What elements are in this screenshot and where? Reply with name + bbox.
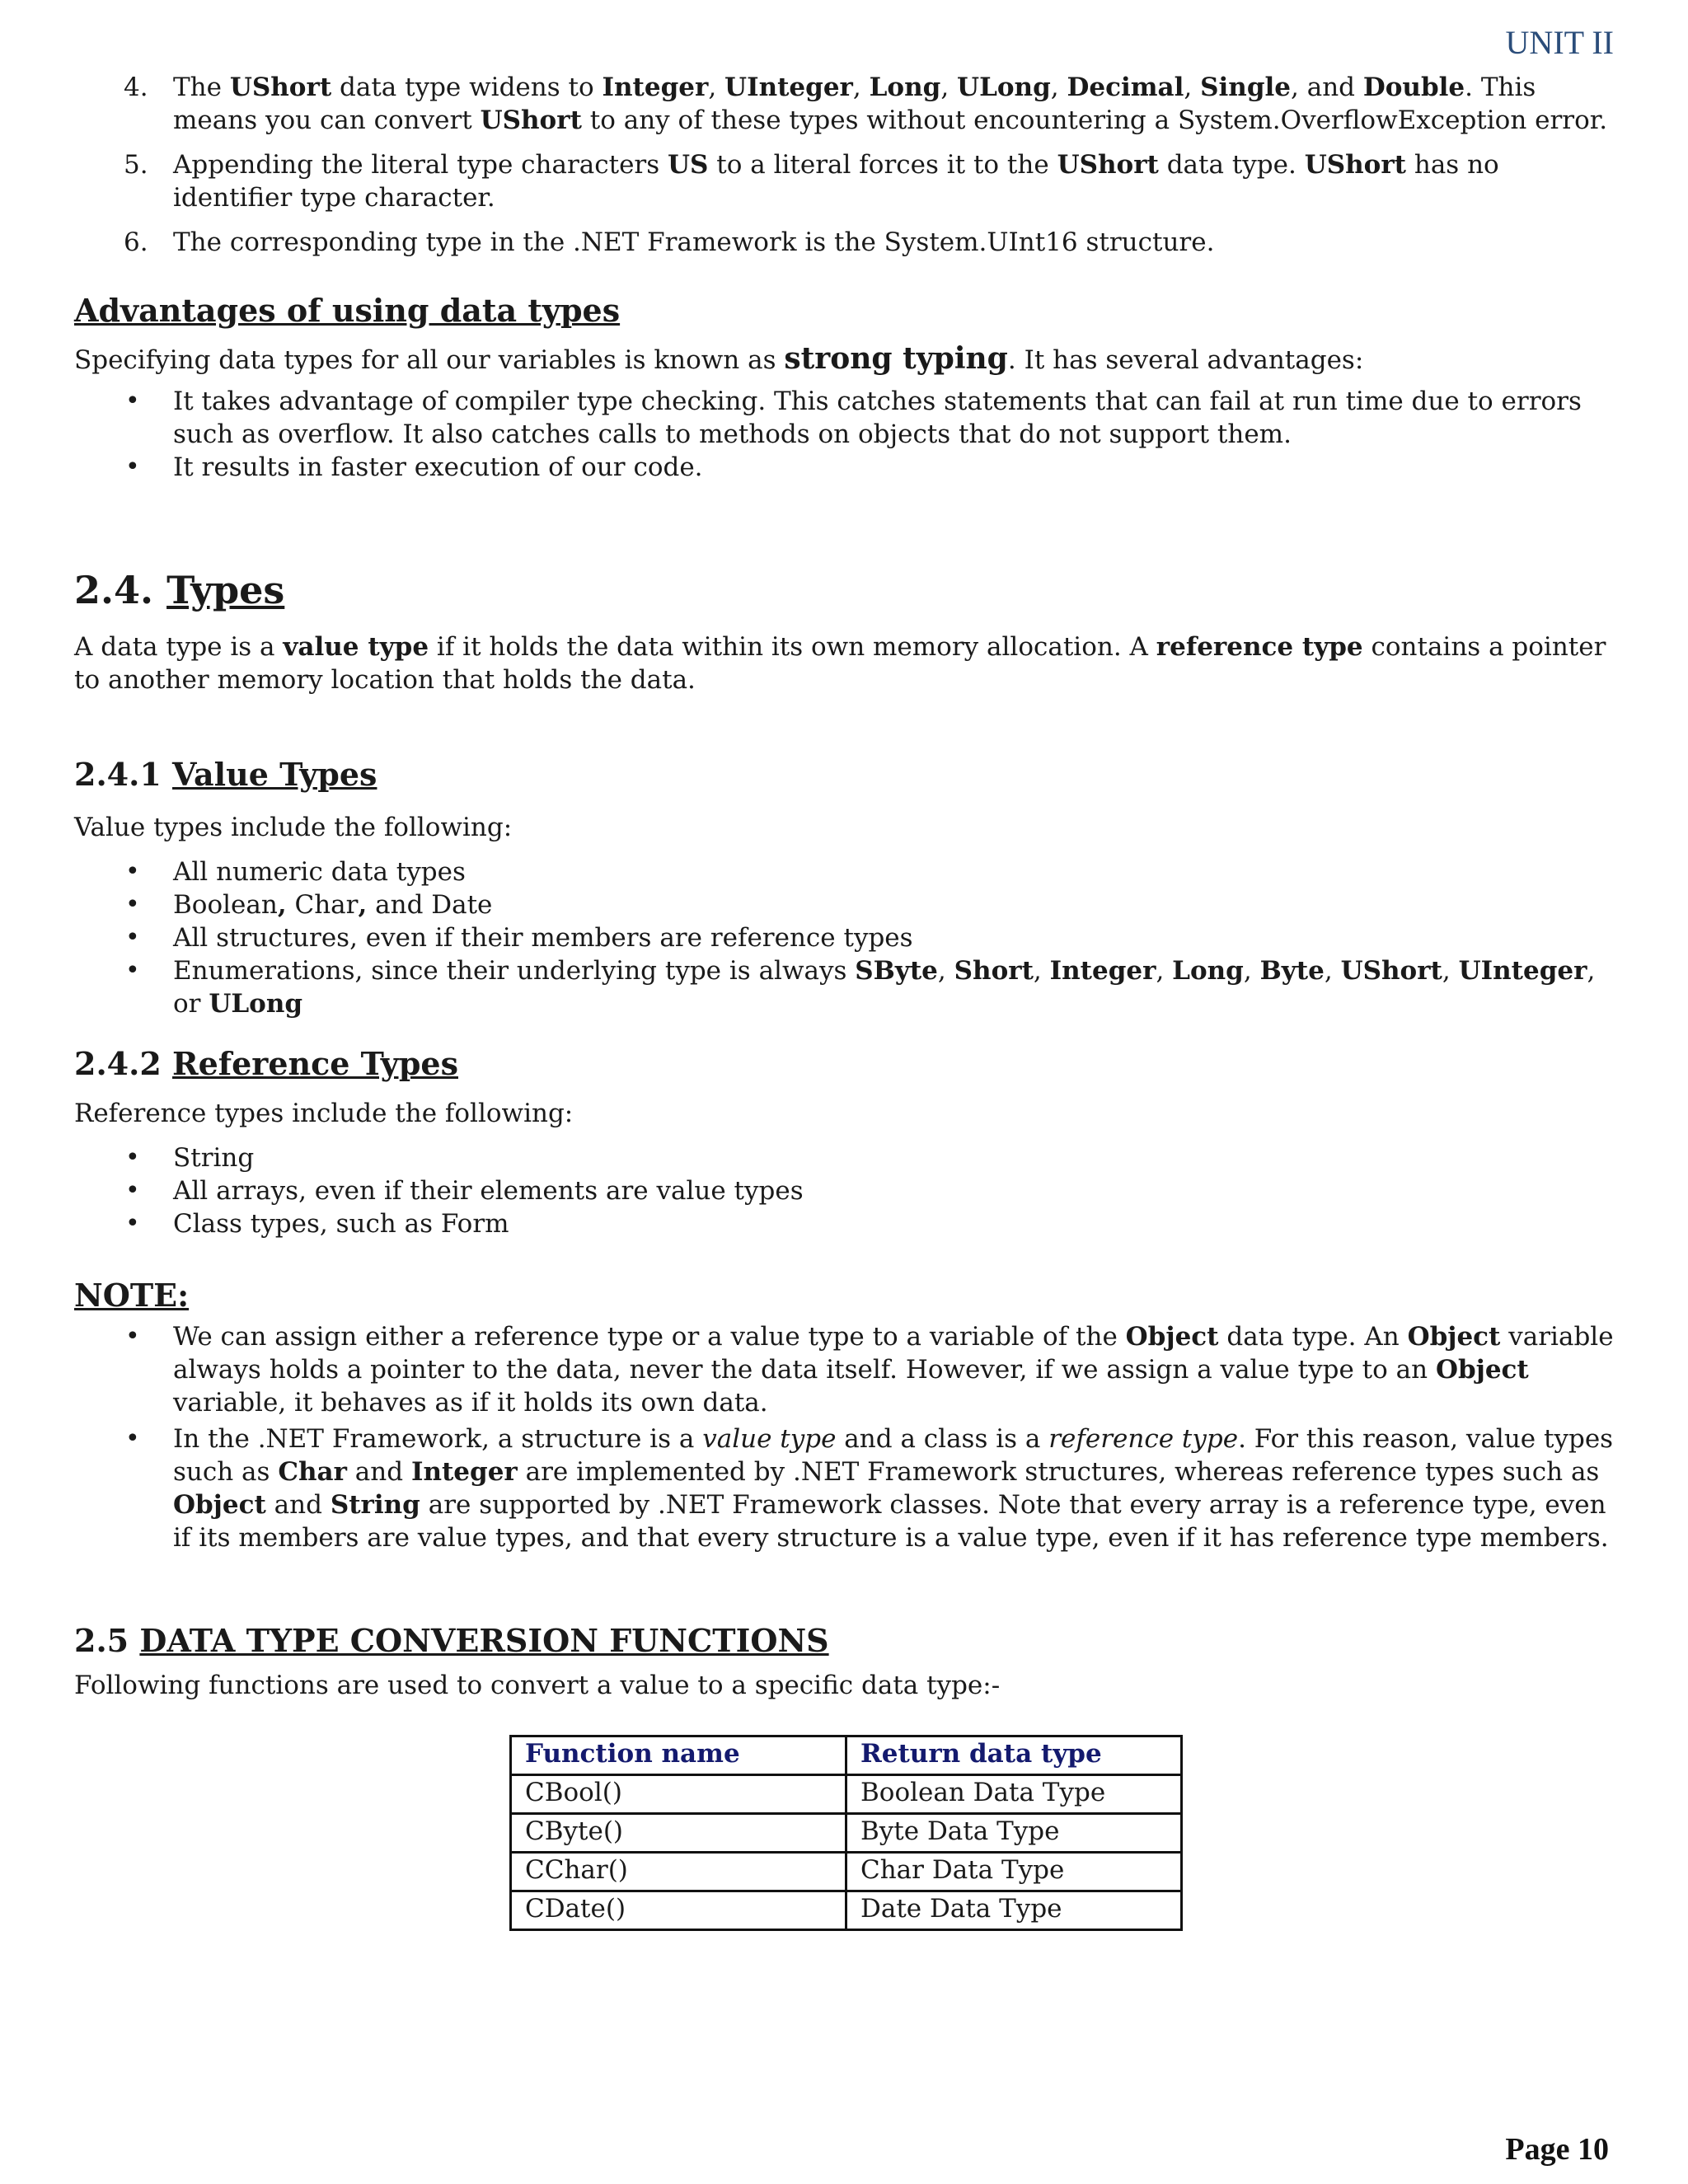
list-item: • All arrays, even if their elements are value types xyxy=(74,1174,1624,1207)
table-cell: Char Data Type xyxy=(846,1853,1182,1891)
list-item: • It takes advantage of compiler type checking. This catches statements that can fail at run time due to errors such as overflow. It also catches calls to methods on objects that do not support them. xyxy=(74,385,1624,451)
advantages-list xyxy=(74,385,1624,484)
numbered-list xyxy=(74,71,1624,259)
list-item xyxy=(74,226,1624,259)
conversion-heading: 2.5 DATA TYPE CONVERSION FUNCTIONS xyxy=(74,1622,829,1659)
table-cell: Boolean Data Type xyxy=(846,1775,1182,1814)
table-row xyxy=(511,1814,1182,1853)
table-row xyxy=(511,1775,1182,1814)
list-item: • String xyxy=(74,1141,1624,1174)
note-heading: NOTE: xyxy=(74,1277,190,1314)
list-item: • It results in faster execution of our code. xyxy=(74,451,1624,484)
types-heading: 2.4. Types xyxy=(74,568,285,612)
column-header: Return data type xyxy=(846,1736,1182,1775)
item-number: 4. xyxy=(124,73,148,102)
list-item: • In the .NET Framework, a structure is a value type and a class is a reference type. For this reason, value types such as Char and Integer are implemented by .NET Framework structures, whereas reference types such as Object and String are supported by .NET Framework classes. Note that every array is a reference type, even if its members are value types, and that every structure is a value type, even if it has reference type members. xyxy=(74,1422,1624,1554)
list-item xyxy=(74,71,1624,137)
table-cell: CByte() xyxy=(511,1814,846,1853)
types-paragraph: A data type is a value type if it holds the data within its own memory allocation. A reference type contains a pointer to another memory location that holds the data. xyxy=(74,632,1606,695)
list-item: • Boolean, Char, and Date xyxy=(74,888,1624,921)
table-cell: Byte Data Type xyxy=(846,1814,1182,1853)
list-item: • Class types, such as Form xyxy=(74,1207,1624,1240)
list-item: • We can assign either a reference type or a value type to a variable of the Object data type. An Object variable always holds a pointer to the data, never the data itself. However, if we assign a value type to an Object variable, it behaves as if it holds its own data. xyxy=(74,1320,1624,1419)
page-number: Page 10 xyxy=(1505,2132,1609,2167)
table-row xyxy=(511,1891,1182,1930)
table-cell: CBool() xyxy=(511,1775,846,1814)
page-content xyxy=(74,66,1624,1931)
note-list xyxy=(74,1320,1624,1554)
list-item: • Enumerations, since their underlying type is always SByte, Short, Integer, Long, Byte, UShort, UInteger, or ULong xyxy=(74,954,1624,1020)
value-types-list xyxy=(74,855,1624,1020)
table-row xyxy=(511,1853,1182,1891)
item-text: The UShort data type widens to Integer, UInteger, Long, ULong, Decimal, Single, and Double. This means you can convert UShort to any of these types without encountering a System.OverflowException error. xyxy=(173,73,1608,135)
item-text: Appending the literal type characters US to a literal forces it to the UShort data type. UShort has no identifier type character. xyxy=(173,150,1499,213)
column-header: Function name xyxy=(511,1736,846,1775)
value-types-heading: 2.4.1 Value Types xyxy=(74,756,377,793)
value-types-intro: Value types include the following: xyxy=(74,813,513,842)
table-header-row xyxy=(511,1736,1182,1775)
advantages-heading: Advantages of using data types xyxy=(74,292,621,329)
reference-types-heading: 2.4.2 Reference Types xyxy=(74,1045,458,1082)
reference-types-intro: Reference types include the following: xyxy=(74,1099,574,1128)
reference-types-list xyxy=(74,1141,1624,1240)
list-item: • All numeric data types xyxy=(74,855,1624,888)
item-number: 6. xyxy=(124,227,148,257)
conversion-table xyxy=(509,1735,1183,1931)
table-cell: CChar() xyxy=(511,1853,846,1891)
item-number: 5. xyxy=(124,150,148,180)
table-cell: CDate() xyxy=(511,1891,846,1930)
advantages-intro: Specifying data types for all our variables is known as strong typing. It has several advantages: xyxy=(74,341,1364,376)
conversion-intro: Following functions are used to convert a value to a specific data type:- xyxy=(74,1671,1001,1700)
item-text: The corresponding type in the .NET Framework is the System.UInt16 structure. xyxy=(173,227,1215,257)
table-cell: Date Data Type xyxy=(846,1891,1182,1930)
unit-header: UNIT II xyxy=(1505,24,1614,61)
list-item xyxy=(74,148,1624,214)
list-item: • All structures, even if their members are reference types xyxy=(74,921,1624,954)
